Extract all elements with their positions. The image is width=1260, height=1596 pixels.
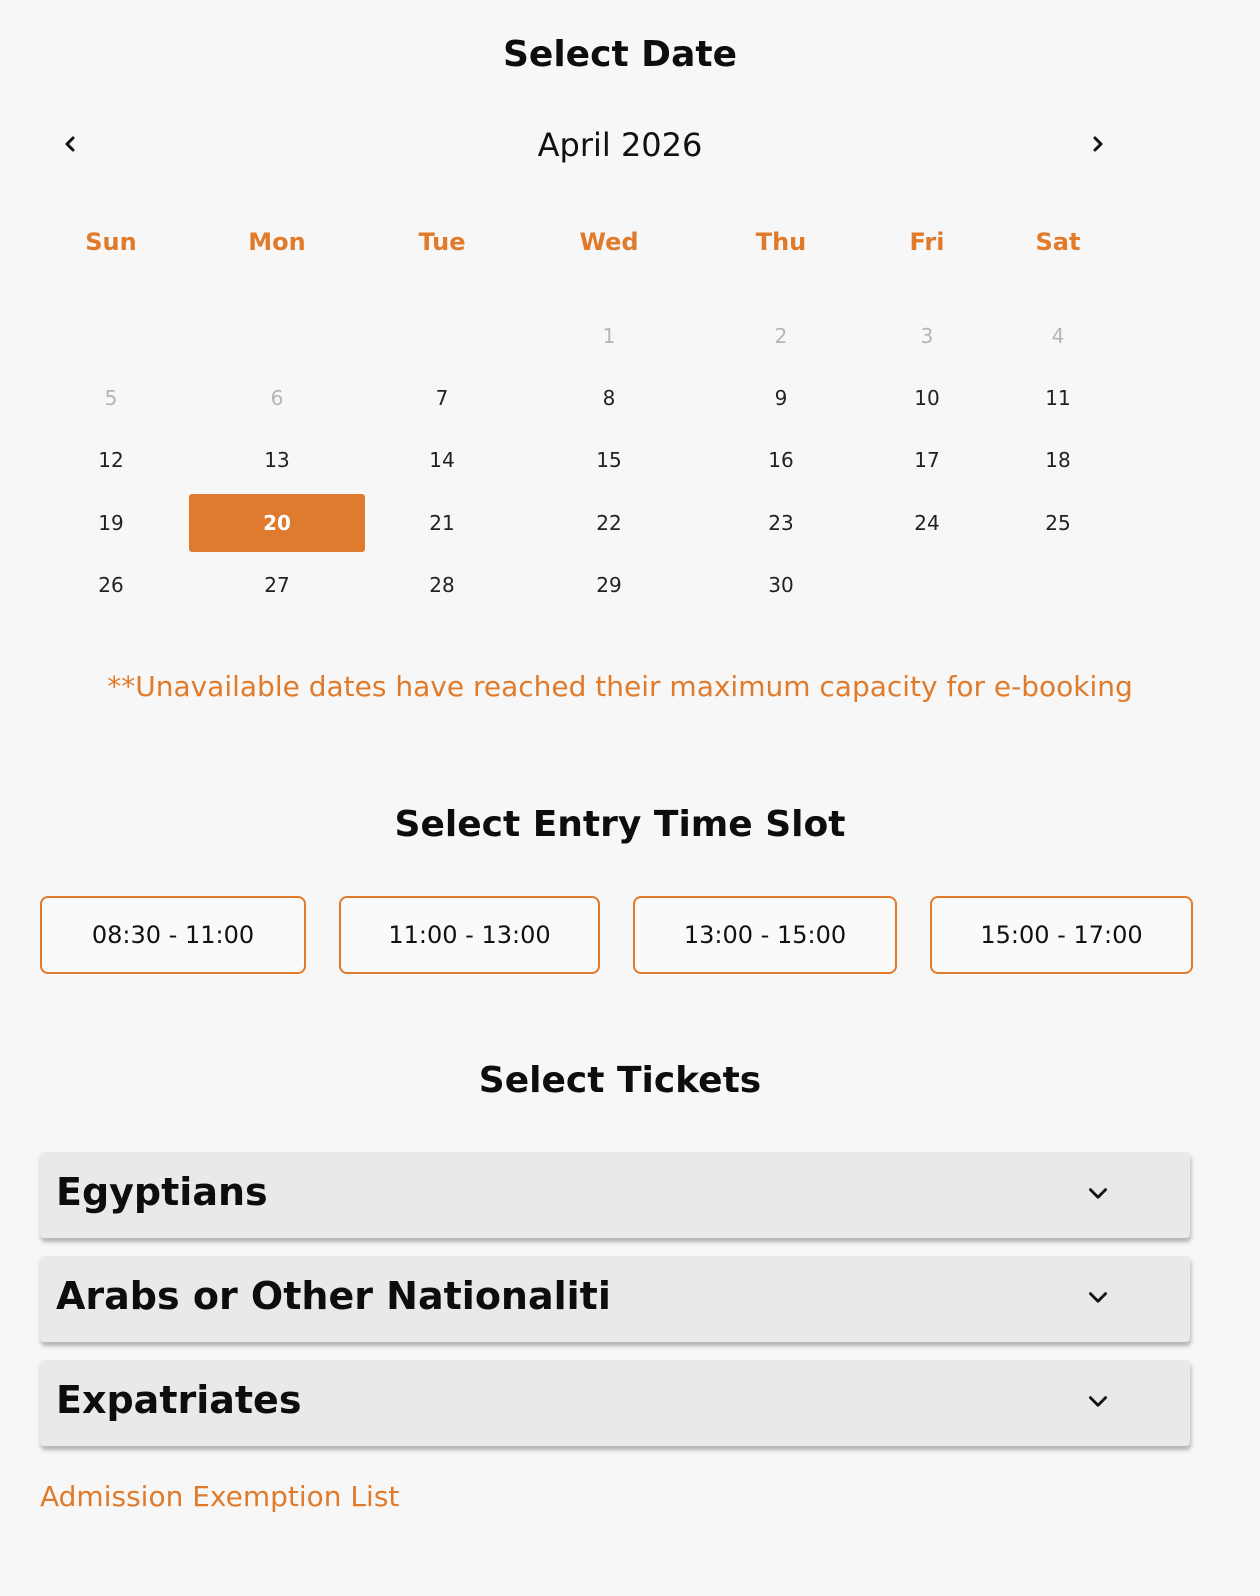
calendar-day[interactable]: 21 (429, 511, 455, 535)
calendar-day: 3 (920, 324, 934, 348)
admission-exemption-link[interactable]: Admission Exemption List (40, 1480, 400, 1513)
calendar-day: 2 (774, 324, 788, 348)
select-tickets-title: Select Tickets (478, 1060, 762, 1101)
time-slot-button[interactable]: 13:00 - 15:00 (633, 896, 897, 974)
calendar-day[interactable]: 15 (596, 448, 622, 472)
calendar-day[interactable]: 12 (98, 448, 124, 472)
weekday-label: Thu (755, 228, 807, 256)
calendar-day[interactable]: 7 (435, 386, 449, 410)
calendar-day[interactable]: 28 (429, 573, 455, 597)
calendar-day[interactable]: 25 (1045, 511, 1071, 535)
calendar-day: 5 (104, 386, 118, 410)
chevron-right-icon (1091, 135, 1105, 153)
calendar-day[interactable]: 19 (98, 511, 124, 535)
time-slot-button[interactable]: 15:00 - 17:00 (930, 896, 1193, 974)
calendar-day[interactable]: 13 (264, 448, 290, 472)
calendar-day[interactable]: 14 (429, 448, 455, 472)
calendar-day[interactable]: 18 (1045, 448, 1071, 472)
month-navigation (0, 118, 1240, 178)
time-slot-button[interactable]: 11:00 - 13:00 (339, 896, 600, 974)
calendar-day[interactable]: 10 (914, 386, 940, 410)
calendar-day[interactable]: 22 (596, 511, 622, 535)
calendar-day[interactable]: 17 (914, 448, 940, 472)
select-date-title: Select Date (503, 34, 737, 75)
calendar-day[interactable]: 29 (596, 573, 622, 597)
weekday-label: Fri (909, 228, 945, 256)
ticket-category-label: Egyptians (56, 1170, 268, 1214)
next-month-button[interactable] (1080, 126, 1116, 162)
calendar-day[interactable]: 16 (768, 448, 794, 472)
select-time-slot-title: Select Entry Time Slot (394, 804, 846, 845)
calendar-day[interactable]: 11 (1045, 386, 1071, 410)
ticket-category-expatriates[interactable] (40, 1360, 1190, 1446)
chevron-down-icon (1084, 1388, 1112, 1416)
calendar-day[interactable]: 8 (602, 386, 616, 410)
weekday-label: Wed (579, 228, 639, 256)
calendar-day[interactable]: 9 (774, 386, 788, 410)
ticket-category-egyptians[interactable] (40, 1152, 1190, 1238)
ticket-category-arabs-or-other-nationalities[interactable] (40, 1256, 1190, 1342)
ticket-category-label: Arabs or Other Nationaliti (56, 1274, 611, 1318)
weekday-label: Sat (1035, 228, 1081, 256)
calendar-day[interactable]: 30 (768, 573, 794, 597)
weekday-label: Tue (418, 228, 466, 256)
ticket-category-label: Expatriates (56, 1378, 302, 1422)
time-slot-group (0, 896, 1240, 978)
calendar-day[interactable]: 24 (914, 511, 940, 535)
capacity-notice: **Unavailable dates have reached their maximum capacity for e-booking (107, 670, 1133, 703)
weekday-header (0, 228, 1240, 268)
time-slot-button[interactable]: 08:30 - 11:00 (40, 896, 306, 974)
calendar-day: 6 (270, 386, 284, 410)
chevron-down-icon (1084, 1284, 1112, 1312)
month-label: April 2026 (537, 126, 703, 164)
chevron-down-icon (1084, 1180, 1112, 1208)
calendar-day-selected[interactable]: 20 (189, 494, 365, 552)
calendar-day: 4 (1051, 324, 1065, 348)
calendar-day[interactable]: 26 (98, 573, 124, 597)
calendar-day: 1 (602, 324, 616, 348)
calendar-day[interactable]: 23 (768, 511, 794, 535)
calendar-day[interactable]: 27 (264, 573, 290, 597)
weekday-label: Sun (85, 228, 137, 256)
weekday-label: Mon (248, 228, 306, 256)
